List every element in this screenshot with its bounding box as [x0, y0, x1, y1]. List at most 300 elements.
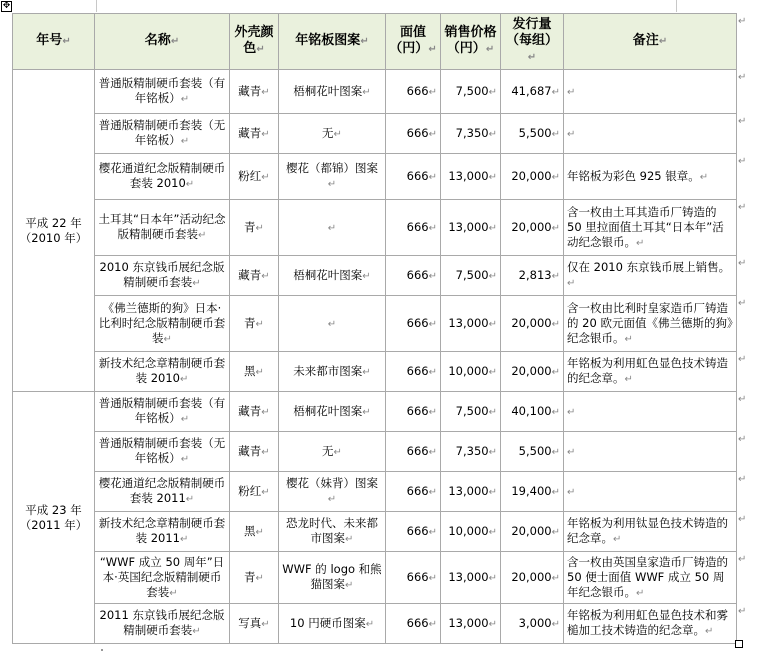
- paragraph-mark-icon: ↵: [333, 128, 342, 140]
- paragraph-mark-icon: ↵: [362, 366, 371, 378]
- name-cell[interactable]: [95, 432, 230, 472]
- note-cell[interactable]: [564, 296, 737, 352]
- paragraph-mark-icon: ↵: [428, 526, 437, 538]
- design-cell[interactable]: [279, 432, 386, 472]
- paragraph-mark-icon: ↵: [163, 333, 172, 345]
- face-value-cell[interactable]: [386, 296, 441, 352]
- paragraph-mark-icon: ↵: [428, 618, 437, 630]
- paragraph-mark-icon: ↵: [261, 86, 270, 98]
- name-cell-text: 新技术纪念章精制硬币套装 2010: [98, 356, 226, 385]
- paragraph-mark-icon: ↵: [636, 587, 645, 599]
- paragraph-mark-icon: ↵: [180, 454, 190, 465]
- paragraph-mark-icon: ↵: [362, 86, 371, 98]
- price-cell[interactable]: [441, 114, 501, 154]
- price-cell[interactable]: [441, 200, 501, 256]
- paragraph-mark-icon: ↵: [327, 318, 337, 330]
- paragraph-mark-icon: ↵: [624, 333, 633, 345]
- price-cell-text: 10,000: [448, 523, 489, 538]
- table-resize-handle-icon[interactable]: [735, 640, 743, 648]
- paragraph-mark-icon: ↵: [255, 526, 264, 538]
- design-cell[interactable]: [279, 154, 386, 200]
- issue-cell-text: 5,500: [518, 125, 552, 140]
- paragraph-mark-icon: ↵: [551, 270, 560, 282]
- table-row: [13, 552, 737, 604]
- face-value-cell[interactable]: [386, 392, 441, 432]
- column-header: [95, 14, 230, 70]
- color-cell-text: 黑: [244, 363, 256, 378]
- paragraph-mark-icon: ↵: [428, 270, 437, 282]
- paragraph-mark-icon: ↵: [705, 626, 714, 637]
- color-cell[interactable]: [230, 552, 279, 604]
- name-cell[interactable]: [95, 296, 230, 352]
- row-end-mark-icon: ↵: [738, 201, 747, 213]
- column-header: [13, 14, 95, 70]
- table-row: [13, 512, 737, 552]
- face-value-cell-text: 666: [406, 219, 429, 234]
- price-cell-text: 13,000: [448, 219, 489, 234]
- issue-cell-text: 20,000: [511, 569, 552, 584]
- paragraph-mark-icon: ↵: [169, 587, 178, 599]
- paragraph-mark-icon: ↵: [256, 44, 265, 55]
- design-cell[interactable]: [279, 552, 386, 604]
- era-cell[interactable]: [13, 70, 95, 392]
- face-value-cell-text: 666: [406, 363, 429, 378]
- color-cell[interactable]: [230, 114, 279, 154]
- column-header-label: 销售价格（円）: [444, 25, 497, 56]
- design-cell-text: 樱花（都锦）图案: [286, 161, 378, 175]
- paragraph-mark-icon: ↵: [428, 486, 437, 498]
- paragraph-mark-icon: ↵: [567, 278, 576, 289]
- paragraph-mark-icon: ↵: [261, 270, 270, 282]
- issue-cell-text: 20,000: [511, 363, 552, 378]
- face-value-cell-text: 666: [406, 125, 429, 140]
- issue-cell-text: 20,000: [511, 523, 552, 538]
- face-value-cell-text: 666: [406, 615, 429, 630]
- paragraph-mark-icon: ↵: [551, 526, 560, 538]
- face-value-cell[interactable]: [386, 512, 441, 552]
- face-value-cell[interactable]: [386, 256, 441, 296]
- note-cell[interactable]: [564, 512, 737, 552]
- table-row: [13, 352, 737, 392]
- paragraph-mark-icon: ↵: [255, 318, 264, 330]
- note-cell[interactable]: [564, 256, 737, 296]
- paragraph-mark-icon: ↵: [567, 446, 576, 458]
- issue-cell[interactable]: [501, 432, 564, 472]
- name-cell[interactable]: [95, 256, 230, 296]
- name-cell[interactable]: [95, 604, 230, 644]
- column-header-label: 年号: [36, 33, 63, 48]
- price-cell[interactable]: [441, 512, 501, 552]
- paragraph-mark-icon: ↵: [362, 406, 371, 418]
- paragraph-mark-icon: ↵: [551, 406, 560, 418]
- paragraph-mark-icon: ↵: [488, 446, 497, 458]
- row-end-mark-icon: ↵: [738, 115, 747, 127]
- paragraph-mark-icon: ↵: [567, 86, 576, 98]
- note-cell-text: 年铭板为利用钛显色技术铸造的纪念章。: [567, 516, 728, 545]
- column-header-label: 备注: [632, 33, 659, 48]
- paragraph-mark-icon: ↵: [360, 36, 369, 47]
- paragraph-mark-icon: ↵: [551, 128, 560, 140]
- column-header: [564, 14, 737, 70]
- paragraph-mark-icon: ↵: [658, 36, 668, 47]
- design-cell-text: 樱花（妹背）图案: [286, 476, 378, 490]
- price-cell[interactable]: [441, 604, 501, 644]
- design-cell[interactable]: [279, 472, 386, 512]
- issue-cell[interactable]: [501, 604, 564, 644]
- paragraph-mark-icon: ↵: [428, 318, 437, 330]
- name-cell[interactable]: [95, 352, 230, 392]
- paragraph-mark-icon: ↵: [327, 179, 337, 190]
- price-cell[interactable]: [441, 392, 501, 432]
- face-value-cell-text: 666: [406, 168, 429, 183]
- paragraph-mark-icon: ↵: [551, 222, 560, 234]
- paragraph-mark-icon: ↵: [428, 222, 437, 234]
- paragraph-mark-icon: ↵: [261, 171, 270, 183]
- paragraph-mark-icon: ↵: [261, 618, 270, 630]
- face-value-cell-text: 666: [406, 315, 429, 330]
- paragraph-mark-icon: ↵: [488, 86, 497, 98]
- paragraph-mark-icon: ↵: [345, 534, 354, 545]
- face-value-cell[interactable]: [386, 114, 441, 154]
- note-cell[interactable]: [564, 154, 737, 200]
- paragraph-mark-icon: ↵: [567, 406, 576, 418]
- name-cell-text: 新技术纪念章精制硬币套装 2011: [98, 516, 226, 545]
- paragraph-mark-icon: ↵: [551, 486, 560, 498]
- paragraph-mark-icon: ↵: [485, 44, 495, 55]
- color-cell-text: 青: [244, 315, 256, 330]
- note-cell-text: 含一枚由土耳其造币厂铸造的 50 里拉面值土耳其“日本年”活动纪念银币。: [567, 204, 724, 249]
- column-header: [386, 14, 441, 70]
- design-cell-text: 10 円硬币图案: [289, 615, 366, 630]
- name-cell[interactable]: [95, 512, 230, 552]
- paragraph-mark-icon: ↵: [636, 237, 645, 249]
- paragraph-mark-icon: ↵: [255, 222, 264, 234]
- paragraph-mark-icon: ↵: [261, 128, 270, 140]
- paragraph-mark-icon: ↵: [428, 572, 437, 584]
- issue-cell[interactable]: [501, 114, 564, 154]
- cursor-dot: [101, 649, 103, 651]
- row-end-mark-icon: ↵: [738, 433, 747, 445]
- name-cell[interactable]: [95, 472, 230, 512]
- design-cell[interactable]: [279, 70, 386, 114]
- note-cell[interactable]: [564, 114, 737, 154]
- color-cell-text: 写真: [238, 615, 262, 630]
- design-cell-text: 恐龙时代、未来都市图案: [286, 516, 378, 545]
- face-value-cell-text: 666: [406, 443, 429, 458]
- face-value-cell-text: 666: [406, 483, 429, 498]
- paragraph-mark-icon: ↵: [180, 374, 189, 385]
- paragraph-mark-icon: ↵: [255, 572, 264, 584]
- issue-cell[interactable]: [501, 70, 564, 114]
- paragraph-mark-icon: ↵: [180, 534, 189, 545]
- color-cell[interactable]: [230, 432, 279, 472]
- note-cell-text: 年铭板为彩色 925 银章。: [567, 168, 700, 183]
- paragraph-mark-icon: ↵: [527, 52, 537, 63]
- paragraph-mark-icon: ↵: [180, 414, 190, 425]
- issue-cell[interactable]: [501, 392, 564, 432]
- table-row: [13, 70, 737, 114]
- table-move-handle-icon[interactable]: ✥: [2, 1, 11, 11]
- color-cell[interactable]: [230, 256, 279, 296]
- page-margin-guide-right: [676, 0, 677, 12]
- paragraph-mark-icon: ↵: [428, 44, 437, 55]
- price-cell-text: 13,000: [448, 615, 489, 630]
- paragraph-mark-icon: ↵: [198, 230, 207, 241]
- issue-cell[interactable]: [501, 552, 564, 604]
- column-header-label: 面值（円）: [389, 25, 429, 56]
- issue-cell-text: 5,500: [518, 443, 552, 458]
- name-cell[interactable]: [95, 70, 230, 114]
- issue-cell[interactable]: [501, 200, 564, 256]
- issue-cell[interactable]: [501, 472, 564, 512]
- table-row: [13, 114, 737, 154]
- column-header: [279, 14, 386, 70]
- paragraph-mark-icon: ↵: [428, 446, 437, 458]
- paragraph-mark-icon: ↵: [551, 446, 560, 458]
- price-cell[interactable]: [441, 472, 501, 512]
- paragraph-mark-icon: ↵: [699, 171, 709, 183]
- paragraph-mark-icon: ↵: [327, 222, 337, 234]
- price-cell[interactable]: [441, 352, 501, 392]
- note-cell[interactable]: [564, 392, 737, 432]
- note-cell-text: 含一枚由比利时皇家造币厂铸造的 20 欧元面值《佛兰德斯的狗》纪念银币。: [567, 300, 733, 345]
- design-cell-text: 无: [322, 443, 334, 458]
- color-cell[interactable]: [230, 352, 279, 392]
- design-cell-text: 梧桐花叶图案: [293, 267, 363, 282]
- note-cell-text: 含一枚由英国皇家造币厂铸造的 50 便士面值 WWF 成立 50 周年纪念银币。: [567, 554, 728, 599]
- price-cell[interactable]: [441, 256, 501, 296]
- paragraph-mark-icon: ↵: [488, 222, 497, 234]
- issue-cell-text: 41,687: [511, 83, 552, 98]
- name-cell-text: 土耳其“日本年”活动纪念版精制硬币套装: [98, 212, 226, 241]
- paragraph-mark-icon: ↵: [551, 572, 560, 584]
- design-cell[interactable]: [279, 296, 386, 352]
- price-cell[interactable]: [441, 70, 501, 114]
- price-cell-text: 13,000: [448, 569, 489, 584]
- paragraph-mark-icon: ↵: [488, 270, 497, 282]
- name-cell-text: 樱花通道纪念版精制硬币套装 2010: [98, 161, 226, 190]
- column-header-label: 年铭板图案: [295, 33, 361, 48]
- paragraph-mark-icon: ↵: [345, 580, 354, 591]
- price-cell-text: 13,000: [448, 168, 489, 183]
- price-cell-text: 7,350: [455, 443, 489, 458]
- paragraph-mark-icon: ↵: [261, 406, 270, 418]
- paragraph-mark-icon: ↵: [488, 171, 497, 183]
- name-cell[interactable]: [95, 200, 230, 256]
- price-cell[interactable]: [441, 296, 501, 352]
- issue-cell[interactable]: [501, 352, 564, 392]
- paragraph-mark-icon: ↵: [170, 36, 180, 47]
- paragraph-mark-icon: ↵: [428, 366, 437, 378]
- paragraph-mark-icon: ↵: [62, 36, 71, 47]
- color-cell[interactable]: [230, 604, 279, 644]
- column-header: [441, 14, 501, 70]
- coin-set-table[interactable]: [12, 13, 737, 644]
- note-cell[interactable]: [564, 552, 737, 604]
- color-cell[interactable]: [230, 296, 279, 352]
- price-cell[interactable]: [441, 154, 501, 200]
- color-cell[interactable]: [230, 200, 279, 256]
- row-end-mark-icon: ↵: [738, 353, 747, 365]
- era-cell[interactable]: [13, 392, 95, 644]
- design-cell[interactable]: [279, 256, 386, 296]
- paragraph-mark-icon: ↵: [551, 318, 560, 330]
- face-value-cell[interactable]: [386, 432, 441, 472]
- face-value-cell[interactable]: [386, 70, 441, 114]
- note-cell[interactable]: [564, 472, 737, 512]
- color-cell[interactable]: [230, 392, 279, 432]
- paragraph-mark-icon: ↵: [180, 94, 190, 105]
- name-cell-text: “WWF 成立 50 周年”日本·英国纪念版精制硬币套装: [99, 554, 225, 599]
- price-cell[interactable]: [441, 432, 501, 472]
- price-cell-text: 13,000: [448, 315, 489, 330]
- paragraph-mark-icon: ↵: [551, 171, 560, 183]
- note-cell-text: 年铭板为利用虹色显色技术和雾槌加工技术铸造的纪念章。: [567, 608, 728, 637]
- paragraph-mark-icon: ↵: [551, 86, 560, 98]
- page-margin-guide-left: [96, 0, 97, 12]
- issue-cell-text: 40,100: [511, 403, 552, 418]
- color-cell-text: 藏青: [238, 443, 262, 458]
- paragraph-mark-icon: ↵: [551, 618, 560, 630]
- name-cell-text: 普通版精制硬币套装（有年铭板）: [98, 76, 226, 105]
- color-cell-text: 藏青: [238, 267, 262, 282]
- paragraph-mark-icon: ↵: [428, 128, 437, 140]
- price-cell-text: 7,500: [455, 403, 489, 418]
- name-cell[interactable]: [95, 154, 230, 200]
- face-value-cell-text: 666: [406, 83, 429, 98]
- row-end-mark-icon: ↵: [738, 605, 747, 617]
- issue-cell[interactable]: [501, 296, 564, 352]
- price-cell-text: 10,000: [448, 363, 489, 378]
- name-cell[interactable]: [95, 114, 230, 154]
- face-value-cell-text: 666: [406, 403, 429, 418]
- table-row: [13, 200, 737, 256]
- name-cell[interactable]: [95, 392, 230, 432]
- issue-cell-text: 20,000: [511, 219, 552, 234]
- paragraph-mark-icon: ↵: [333, 446, 342, 458]
- issue-cell[interactable]: [501, 256, 564, 296]
- paragraph-mark-icon: ↵: [567, 128, 576, 140]
- face-value-cell[interactable]: [386, 604, 441, 644]
- paragraph-mark-icon: ↵: [613, 534, 622, 545]
- column-header-label: 名称: [144, 33, 171, 48]
- row-end-mark-icon: ↵: [738, 513, 747, 525]
- note-cell[interactable]: [564, 200, 737, 256]
- paragraph-mark-icon: ↵: [185, 494, 195, 505]
- note-cell[interactable]: [564, 604, 737, 644]
- paragraph-mark-icon: ↵: [428, 406, 437, 418]
- paragraph-mark-icon: ↵: [192, 278, 201, 289]
- face-value-cell[interactable]: [386, 552, 441, 604]
- table-header-row: [13, 14, 737, 70]
- color-cell-text: 粉红: [238, 168, 262, 183]
- paragraph-mark-icon: ↵: [185, 179, 195, 190]
- design-cell[interactable]: [279, 604, 386, 644]
- column-header-label: 外壳颜色: [234, 25, 274, 56]
- color-cell-text: 黑: [244, 523, 256, 538]
- design-cell[interactable]: [279, 392, 386, 432]
- design-cell[interactable]: [279, 512, 386, 552]
- price-cell[interactable]: [441, 552, 501, 604]
- design-cell-text: 未来都市图案: [293, 363, 363, 378]
- face-value-cell[interactable]: [386, 154, 441, 200]
- paragraph-mark-icon: ↵: [488, 318, 497, 330]
- paragraph-mark-icon: ↵: [327, 494, 337, 505]
- paragraph-mark-icon: ↵: [488, 618, 497, 630]
- note-cell-text: 仅在 2010 东京钱币展上销售。: [567, 260, 731, 274]
- color-cell[interactable]: [230, 472, 279, 512]
- paragraph-mark-icon: ↵: [255, 366, 264, 378]
- table-row: [13, 604, 737, 644]
- design-cell[interactable]: [279, 114, 386, 154]
- design-cell[interactable]: [279, 200, 386, 256]
- color-cell-text: 青: [244, 219, 256, 234]
- color-cell-text: 粉红: [238, 483, 262, 498]
- paragraph-mark-icon: ↵: [567, 486, 576, 498]
- design-cell[interactable]: [279, 352, 386, 392]
- face-value-cell[interactable]: [386, 472, 441, 512]
- paragraph-mark-icon: ↵: [362, 270, 371, 282]
- row-end-mark-icon: ↵: [738, 393, 747, 405]
- paragraph-mark-icon: ↵: [180, 136, 190, 147]
- era-label: 平成 23 年（2011 年）: [19, 502, 88, 532]
- price-cell-text: 7,500: [455, 267, 489, 282]
- issue-cell-text: 2,813: [518, 267, 552, 282]
- design-cell-text: 梧桐花叶图案: [293, 403, 363, 418]
- row-end-mark-icon: ↵: [738, 553, 747, 565]
- issue-cell-text: 19,400: [511, 483, 552, 498]
- issue-cell-text: 20,000: [511, 168, 552, 183]
- issue-cell[interactable]: [501, 512, 564, 552]
- era-label: 平成 22 年（2010 年）: [19, 215, 88, 245]
- paragraph-mark-icon: ↵: [488, 526, 497, 538]
- note-cell[interactable]: [564, 352, 737, 392]
- table-body: [13, 70, 737, 644]
- face-value-cell-text: 666: [406, 569, 429, 584]
- price-cell-text: 7,350: [455, 125, 489, 140]
- row-end-mark-icon: ↵: [738, 155, 747, 167]
- paragraph-mark-icon: ↵: [365, 618, 375, 630]
- name-cell[interactable]: [95, 552, 230, 604]
- note-cell[interactable]: [564, 432, 737, 472]
- name-cell-text: 2010 东京钱币展纪念版精制硬币套装: [99, 260, 225, 289]
- face-value-cell[interactable]: [386, 352, 441, 392]
- color-cell[interactable]: [230, 512, 279, 552]
- name-cell-text: 《佛兰德斯的狗》日本·比利时纪念版精制硬币套装: [98, 300, 226, 345]
- paragraph-mark-icon: ↵: [624, 374, 633, 385]
- name-cell-text: 普通版精制硬币套装（无年铭板）: [98, 436, 226, 465]
- table-row: [13, 392, 737, 432]
- row-end-mark-icon: ↵: [738, 71, 747, 83]
- paragraph-mark-icon: ↵: [488, 366, 497, 378]
- issue-cell[interactable]: [501, 154, 564, 200]
- table-row: [13, 472, 737, 512]
- color-cell-text: 藏青: [238, 83, 262, 98]
- paragraph-mark-icon: ↵: [488, 486, 497, 498]
- note-cell[interactable]: [564, 70, 737, 114]
- face-value-cell[interactable]: [386, 200, 441, 256]
- paragraph-mark-icon: ↵: [261, 446, 270, 458]
- color-cell[interactable]: [230, 70, 279, 114]
- design-cell-text: 无: [322, 125, 334, 140]
- name-cell-text: 普通版精制硬币套装（无年铭板）: [98, 118, 226, 147]
- row-end-mark-icon: ↵: [738, 297, 747, 309]
- column-header: [230, 14, 279, 70]
- color-cell[interactable]: [230, 154, 279, 200]
- paragraph-mark-icon: ↵: [488, 406, 497, 418]
- face-value-cell-text: 666: [406, 267, 429, 282]
- note-cell-text: 年铭板为利用虹色显色技术铸造的纪念章。: [567, 356, 728, 385]
